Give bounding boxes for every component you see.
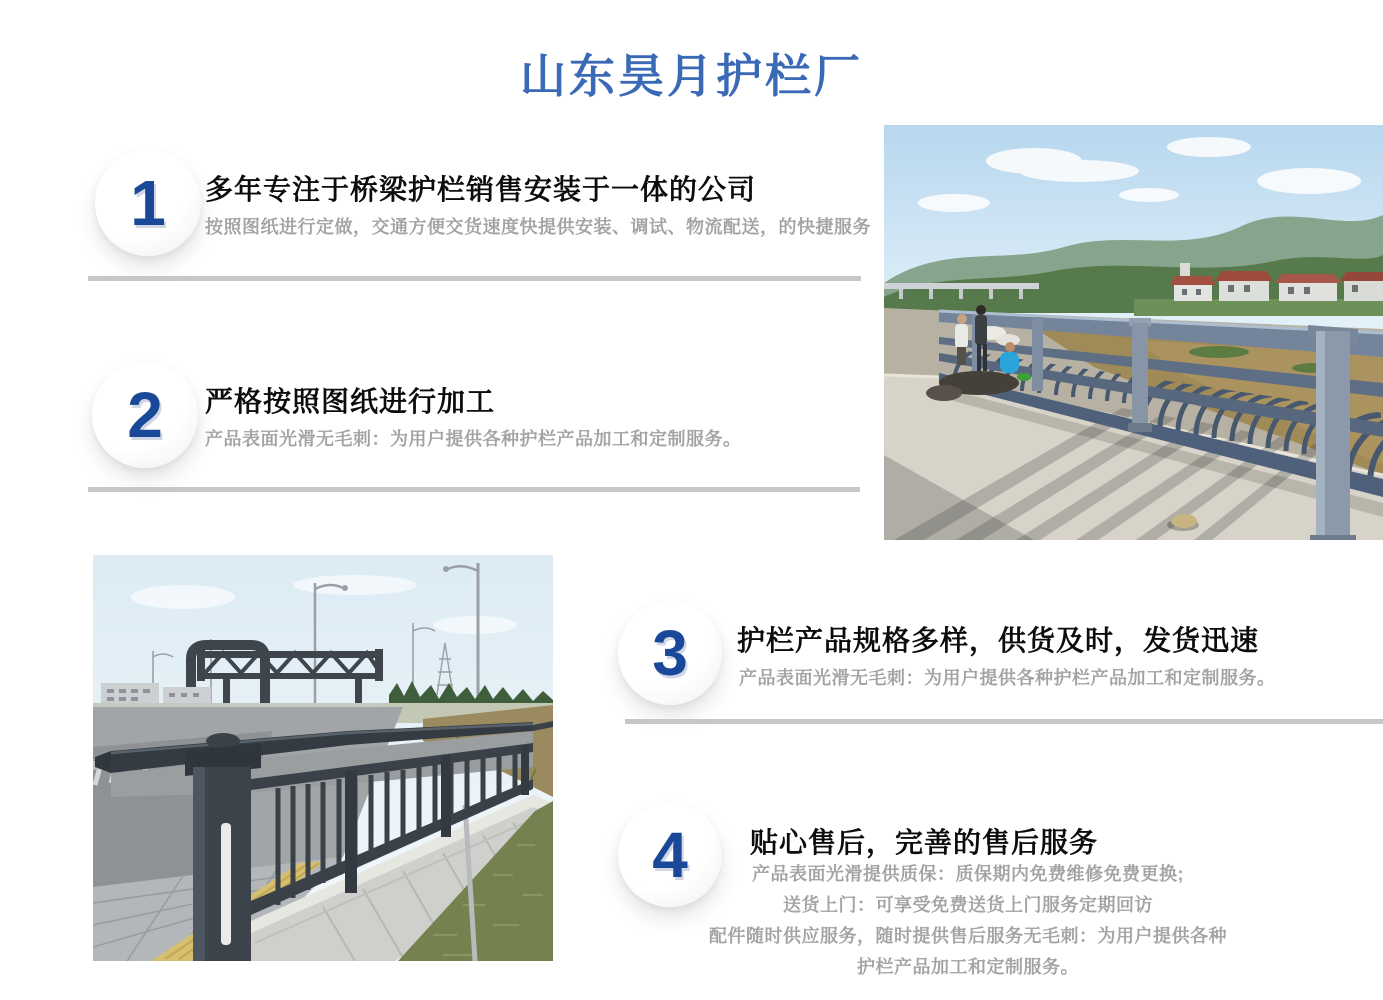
feature-1-number: 1 <box>130 167 166 239</box>
feature-2-number-badge <box>92 362 198 468</box>
feature-1-title: 多年专注于桥梁护栏销售安装于一体的公司 <box>205 174 757 205</box>
feature-4-description-line: 产品表面光滑提供质保：质保期内免费维修免费更换; <box>752 864 1184 884</box>
feature-2-number: 2 <box>127 379 163 451</box>
feature-4-description-line: 配件随时供应服务，随时提供售后服务无毛刺：为用户提供各种 <box>709 926 1227 946</box>
feature-3-title: 护栏产品规格多样，供货及时，发货迅速 <box>737 625 1260 656</box>
section-divider-3 <box>625 719 1383 724</box>
section-divider-2 <box>88 487 860 492</box>
feature-4-number: 4 <box>652 819 688 891</box>
bridge-guardrail-photo-right <box>884 125 1383 540</box>
feature-2-title: 严格按照图纸进行加工 <box>205 386 496 417</box>
bridge-photo-right-illustration <box>884 125 1383 540</box>
feature-1-description: 按照图纸进行定做，交通方便交货速度快提供安装、调试、物流配送，的快捷服务 <box>205 217 871 237</box>
bridge-guardrail-photo-left <box>93 555 553 961</box>
feature-3-number: 3 <box>652 617 688 689</box>
feature-4-description <box>628 859 1308 983</box>
feature-4-title: 贴心售后，完善的售后服务 <box>750 827 1099 858</box>
feature-2-description: 产品表面光滑无毛刺：为用户提供各种护栏产品加工和定制服务。 <box>205 429 742 449</box>
feature-3-number-badge <box>618 601 722 705</box>
feature-3-description: 产品表面光滑无毛刺：为用户提供各种护栏产品加工和定制服务。 <box>739 668 1276 688</box>
feature-4-description-line: 护栏产品加工和定制服务。 <box>857 957 1079 977</box>
page-title: 山东昊月护栏厂 <box>520 50 863 102</box>
bridge-photo-left-illustration <box>93 555 553 961</box>
feature-4-description-line: 送货上门：可享受免费送货上门服务定期回访 <box>783 895 1153 915</box>
feature-1-number-badge <box>95 150 201 256</box>
section-divider-1 <box>88 276 861 281</box>
